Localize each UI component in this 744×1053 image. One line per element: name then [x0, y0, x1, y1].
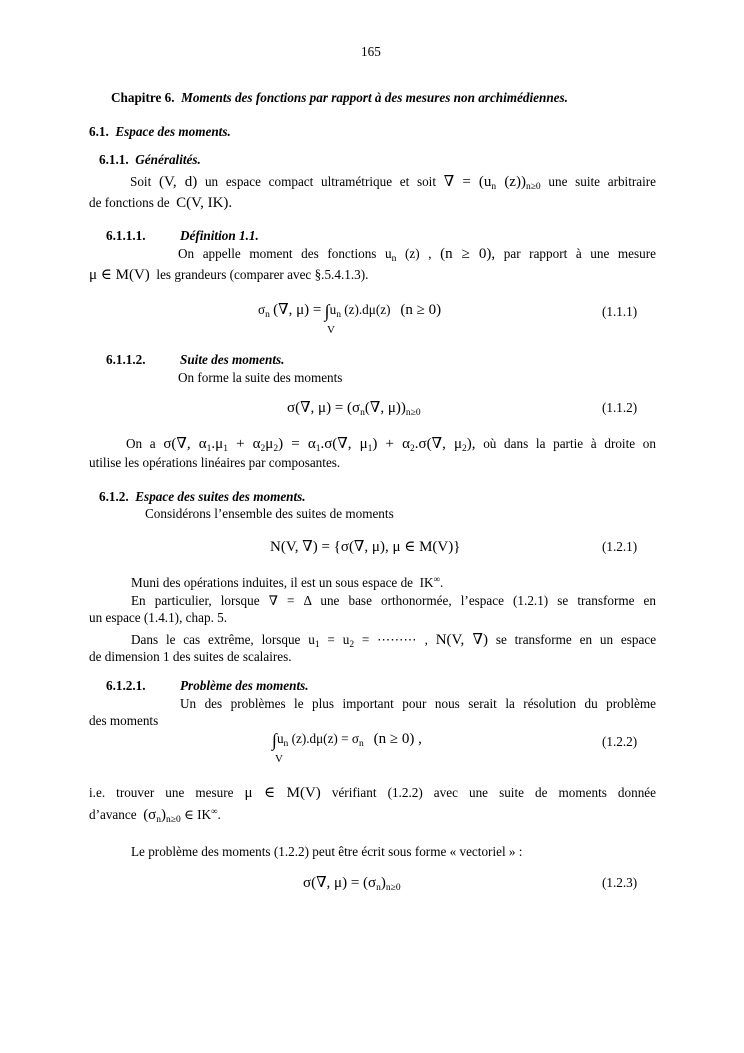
subsection-title: Suite des moments.: [180, 352, 285, 367]
equation-1-1-1: $\sigma_n$ (∇, $\mu) = \int u_n$ (z).dμ(z) (n ≥ 0): [258, 301, 442, 321]
chapter-title: Moments des fonctions par rapport à des mesures non archimédiennes.: [181, 90, 568, 105]
equation-number: (1.2.3): [602, 875, 638, 890]
definition-title: Définition 1.1.: [180, 228, 259, 243]
section-6-1-2-heading: [99, 490, 306, 503]
section-title: Espace des suites des moments.: [135, 489, 306, 504]
section-6-1-2-1-heading: [106, 679, 146, 692]
equation-number: (1.1.1): [602, 304, 638, 319]
section-number: 6.1.: [89, 124, 109, 139]
equation-1-2-2: $\int u_n$ $(z).d\mu(z) = \sigma_n$ (n ≥ 0) ,: [272, 730, 422, 750]
paragraph-line: utilise les opérations linéaires par composantes.: [89, 455, 341, 470]
paragraph-line: Muni des opérations induites, il est un sous espace de IK∞.: [131, 574, 444, 590]
paragraph-line: Soit (V, d) un espace compact ultramétrique et soit ∇ = ($u_n$ $(z))_{n\ge 0}$ une suite arbitraire: [130, 174, 657, 192]
equation-number: (1.1.2): [602, 400, 638, 415]
section-6-1-1-heading: [99, 153, 201, 166]
section-title: Généralités.: [135, 152, 201, 167]
chapter-label: Chapitre 6.: [111, 90, 175, 105]
section-title: Espace des moments.: [115, 124, 231, 139]
section-6-1-1-2-heading: [106, 353, 146, 366]
integral-domain: V: [327, 324, 335, 336]
paragraph-line: de fonctions de C(V, IK).: [89, 195, 233, 211]
section-number: 6.1.1.2.: [106, 352, 146, 367]
section-number: 6.1.2.1.: [106, 678, 146, 693]
chapter-heading: [111, 91, 568, 104]
paragraph-line: μ ∈ M(V) les grandeurs (comparer avec §.5.4.1.3).: [89, 267, 369, 283]
integral-domain: V: [275, 753, 283, 765]
section-number: 6.1.2.: [99, 489, 129, 504]
paragraph-line: On forme la suite des moments: [178, 370, 343, 385]
paragraph-line: Un des problèmes le plus important pour nous serait la résolution du problème: [180, 696, 656, 711]
paragraph-line: i.e. trouver une mesure μ ∈ M(V) vérifiant (1.2.2) avec une suite de moments donnée: [89, 785, 656, 801]
paragraph-line: des moments: [89, 713, 159, 728]
equation-1-1-2: σ(∇, $\mu) = (\sigma_n(\nabla$, $\mu))_{n\ge 0}$: [287, 400, 421, 418]
section-6-1-1-1-heading: [106, 229, 146, 242]
paragraph-line: On a σ(∇, $\alpha_1.\mu_1 + \alpha_2\mu_2) = \alpha_1.\sigma(\nabla$, $\mu_1) + \alpha_2.\sigma(\nabla$, $\mu_2$), où dans la partie à droite on: [126, 436, 656, 454]
equation-1-2-1: N(V, ∇) = {σ(∇, μ), μ ∈ M(V)}: [270, 539, 461, 555]
paragraph-line: En particulier, lorsque ∇ = Δ une base orthonormée, l’espace (1.2.1) se transforme en: [131, 593, 657, 608]
equation-1-2-3: σ(∇, $\mu) = (\sigma_n)_{n\ge 0}$: [303, 875, 401, 893]
subsection-title: Problème des moments.: [180, 678, 309, 693]
paragraph-line: Dans le cas extrême, lorsque $u_1 = u_2$ = ⋯⋯⋯ , N(V, ∇) se transforme en un espace: [131, 632, 657, 650]
paragraph-line: On appelle moment des fonctions $u_n$ (z) , (n ≥ 0), par rapport à une mesure: [178, 246, 657, 264]
paragraph-line: un espace (1.4.1), chap. 5.: [89, 610, 228, 625]
section-number: 6.1.1.1.: [106, 228, 146, 243]
equation-number: (1.2.2): [602, 734, 638, 749]
paragraph-line: Le problème des moments (1.2.2) peut être écrit sous forme « vectoriel » :: [131, 844, 523, 859]
section-6-1-heading: [89, 125, 231, 138]
paragraph-line: d’avance $(\sigma_n)_{n\ge 0}$ ∈ IK∞.: [89, 806, 221, 825]
paragraph-line: Considérons l’ensemble des suites de moments: [145, 506, 394, 521]
paragraph-line: de dimension 1 des suites de scalaires.: [89, 649, 292, 664]
equation-number: (1.2.1): [602, 539, 638, 554]
section-number: 6.1.1.: [99, 152, 129, 167]
page-number: 165: [361, 44, 381, 59]
